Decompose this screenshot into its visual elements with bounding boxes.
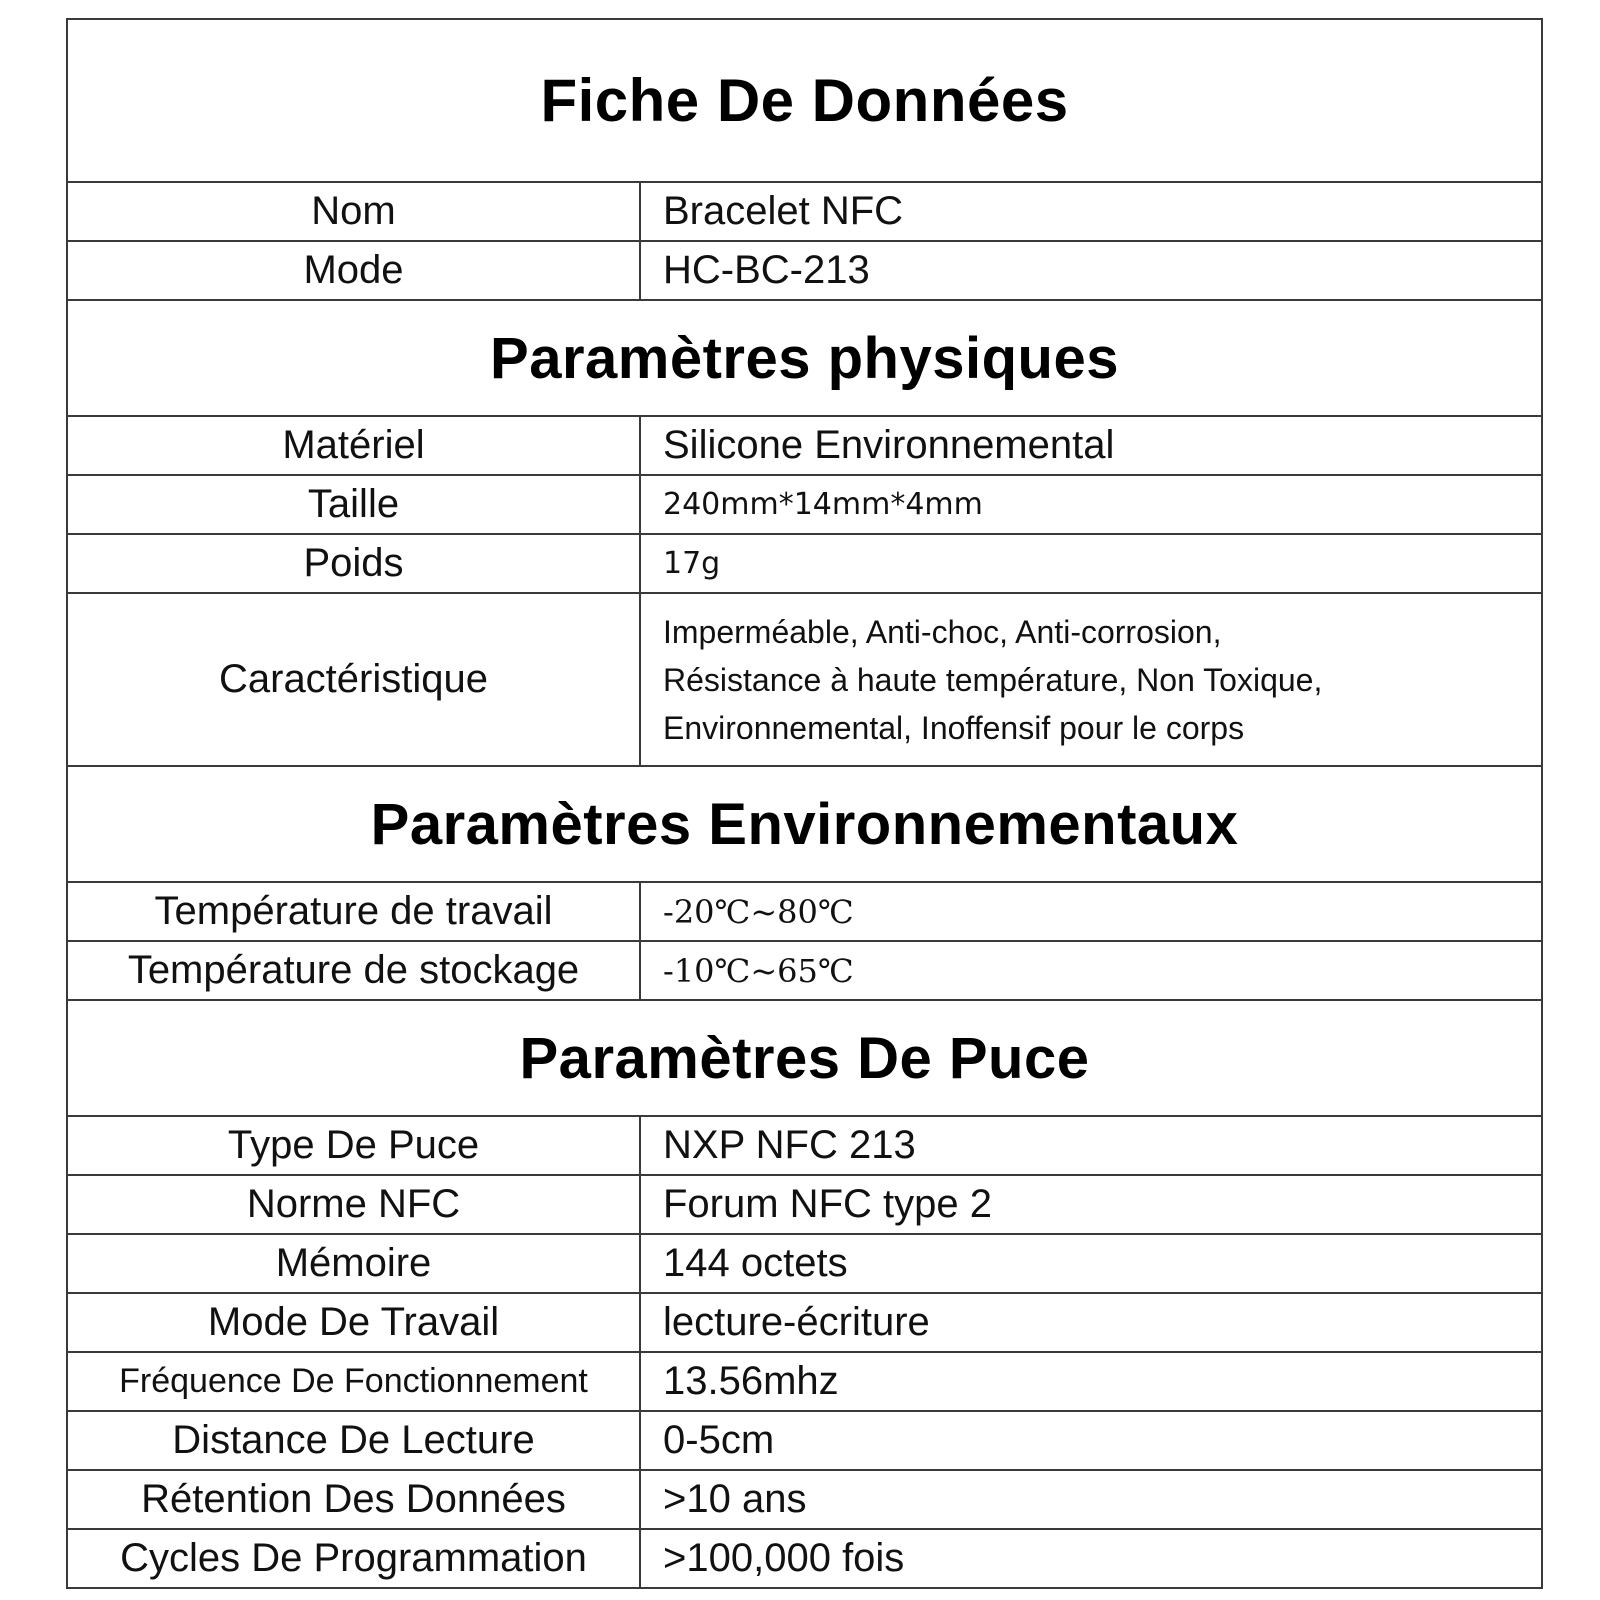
- feature-line: Imperméable, Anti-choc, Anti-corrosion,: [663, 613, 1222, 650]
- name-label: Nom: [67, 182, 640, 241]
- programming-cycles-label: Cycles De Programmation: [67, 1529, 640, 1588]
- frequency-value: 13.56mhz: [640, 1352, 1542, 1411]
- table-row: [67, 534, 1542, 593]
- table-row: [67, 1411, 1542, 1470]
- table-row: [67, 1293, 1542, 1352]
- feature-line: Environnemental, Inoffensif pour le corps: [663, 709, 1245, 746]
- feature-label: Caractéristique: [67, 593, 640, 766]
- weight-label: Poids: [67, 534, 640, 593]
- name-value: Bracelet NFC: [640, 182, 1542, 241]
- chip-type-value: NXP NFC 213: [640, 1116, 1542, 1175]
- chip-params-heading: Paramètres De Puce: [67, 1000, 1542, 1116]
- chip-type-label: Type De Puce: [67, 1116, 640, 1175]
- data-retention-value: >10 ans: [640, 1470, 1542, 1529]
- table-row: [67, 182, 1542, 241]
- work-mode-value: lecture-écriture: [640, 1293, 1542, 1352]
- frequency-label: Fréquence De Fonctionnement: [67, 1352, 640, 1411]
- storage-temperature-value: -10℃~65℃: [640, 941, 1542, 1000]
- feature-value: [640, 593, 1542, 766]
- material-value: Silicone Environnemental: [640, 416, 1542, 475]
- nfc-standard-value: Forum NFC type 2: [640, 1175, 1542, 1234]
- table-row: [67, 416, 1542, 475]
- table-row: [67, 241, 1542, 300]
- table-row: [67, 1529, 1542, 1588]
- size-label: Taille: [67, 475, 640, 534]
- work-mode-label: Mode De Travail: [67, 1293, 640, 1352]
- read-distance-label: Distance De Lecture: [67, 1411, 640, 1470]
- model-value: HC-BC-213: [640, 241, 1542, 300]
- material-label: Matériel: [67, 416, 640, 475]
- table-row: [67, 1175, 1542, 1234]
- table-row: [67, 882, 1542, 941]
- storage-temperature-label: Température de stockage: [67, 941, 640, 1000]
- environmental-params-heading: Paramètres Environnementaux: [67, 766, 1542, 882]
- size-value: 240mm*14mm*4mm: [640, 475, 1542, 534]
- working-temperature-label: Température de travail: [67, 882, 640, 941]
- working-temperature-value: -20℃~80℃: [640, 882, 1542, 941]
- physical-params-heading: Paramètres physiques: [67, 300, 1542, 416]
- table-row: [67, 1470, 1542, 1529]
- table-row: [67, 593, 1542, 766]
- model-label: Mode: [67, 241, 640, 300]
- weight-value: 17g: [640, 534, 1542, 593]
- memory-label: Mémoire: [67, 1234, 640, 1293]
- table-row: [67, 1234, 1542, 1293]
- programming-cycles-value: >100,000 fois: [640, 1529, 1542, 1588]
- table-row: [67, 1116, 1542, 1175]
- nfc-standard-label: Norme NFC: [67, 1175, 640, 1234]
- datasheet-table: [66, 18, 1543, 1589]
- datasheet-title: Fiche De Données: [67, 19, 1542, 182]
- data-retention-label: Rétention Des Données: [67, 1470, 640, 1529]
- table-row: [67, 941, 1542, 1000]
- read-distance-value: 0-5cm: [640, 1411, 1542, 1470]
- memory-value: 144 octets: [640, 1234, 1542, 1293]
- feature-line: Résistance à haute température, Non Toxique,: [663, 661, 1323, 698]
- table-row: [67, 475, 1542, 534]
- table-row: [67, 1352, 1542, 1411]
